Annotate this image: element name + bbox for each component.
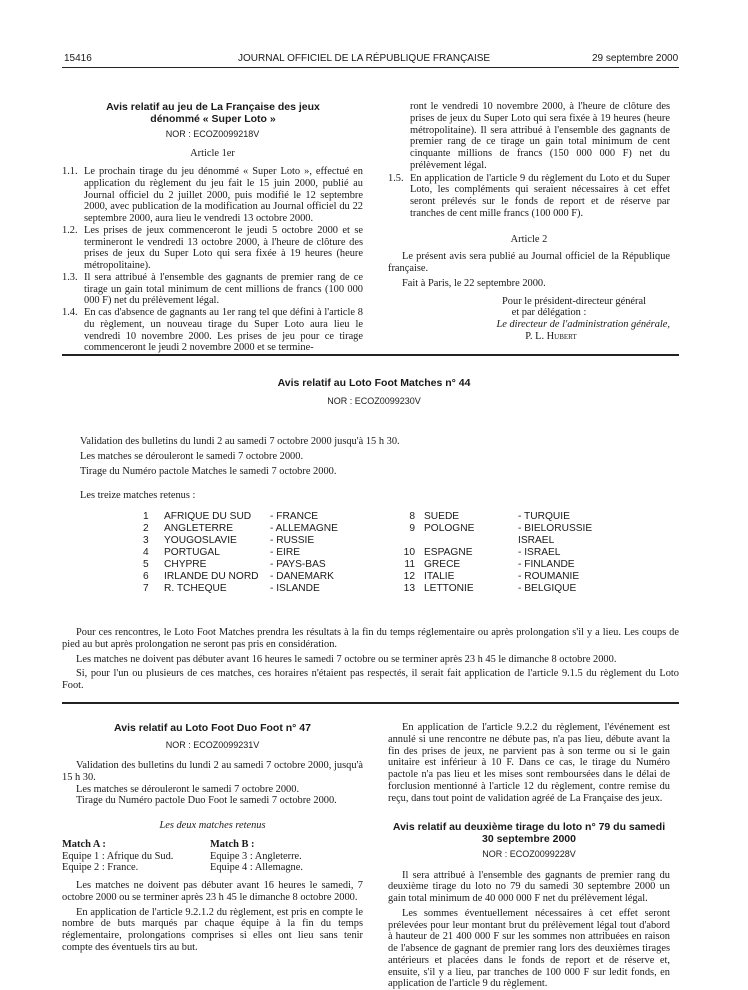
article2-text: Le présent avis sera publié au Journal officiel de la République française. xyxy=(388,251,670,274)
article1-title: Article 1er xyxy=(190,148,235,160)
table-row: 5 xyxy=(143,559,149,570)
done-at: Fait à Paris, le 22 septembre 2000. xyxy=(402,277,546,289)
article2-title: Article 2 xyxy=(510,233,548,245)
home-team: YOUGOSLAVIE xyxy=(164,535,237,546)
table-row: 2 xyxy=(143,523,149,534)
duo-subtitle: Les deux matches retenus xyxy=(159,820,266,832)
duo-foot-nor: NOR : ECOZ0099231V xyxy=(165,740,260,751)
duo-matches-date: Les matches se dérouleront le samedi 7 octobre 2000. xyxy=(76,783,300,795)
duo-foot-section xyxy=(62,722,363,954)
duo-validation: Validation des bulletins du lundi 2 au samedi 7 octobre 2000, jusqu'à 15 h 30. xyxy=(62,760,363,783)
journal-title: JOURNAL OFFICIEL DE LA RÉPUBLIQUE FRANÇAISE xyxy=(238,53,491,64)
home-team: IRLANDE DU NORD xyxy=(164,571,259,582)
rules-para-1: Pour ces rencontres, le Loto Foot Matches prendra les résultats à la fin du temps réglementaire ou après prolongation s'il y a lieu. Les coups de pied au but après prolongation ne seront pas pris en considération. xyxy=(62,627,679,650)
validation-line: Validation des bulletins du lundi 2 au samedi 7 octobre 2000 jusqu'à 15 h 30. xyxy=(80,436,400,447)
away-team: - EIRE xyxy=(270,547,301,558)
table-row: 3 xyxy=(143,535,149,546)
match-b xyxy=(210,839,303,874)
table-row: 6 xyxy=(143,571,149,582)
home-team: LETTONIE xyxy=(424,583,474,594)
table-row: 9 xyxy=(409,523,415,534)
table-row xyxy=(393,535,415,547)
match-b-team-4: Equipe 4 : Allemagne. xyxy=(210,862,303,874)
table-row: 8 xyxy=(409,511,415,522)
rules-para-2: Les matches ne doivent pas débuter avant 16 heures le samedi 7 octobre ou se terminer après 23 h 45 le dimanche 8 octobre 2000. xyxy=(76,653,617,665)
matches-right-numbers xyxy=(393,511,415,595)
super-loto-section xyxy=(62,101,363,354)
home-team: PORTUGAL xyxy=(164,547,220,558)
home-team: ITALIE xyxy=(424,571,455,582)
table-row: 10 xyxy=(403,547,415,558)
loto79-title: Avis relatif au deuxième tirage du loto n° 79 du samedi 30 septembre 2000 xyxy=(392,821,666,846)
duo-pactole: Tirage du Numéro pactole Duo Foot le samedi 7 octobre 2000. xyxy=(76,795,337,807)
page-number: 15416 xyxy=(64,53,92,64)
duo-matches xyxy=(62,839,363,874)
loto79-nor: NOR : ECOZ0099228V xyxy=(482,849,576,860)
home-team: SUEDE xyxy=(424,511,460,522)
away-team: - DANEMARK xyxy=(270,571,334,582)
away-team: - ISLANDE xyxy=(270,583,320,594)
away-team: - FINLANDE xyxy=(518,559,575,570)
duo-foot-right xyxy=(388,722,670,990)
duo-foot-title: Avis relatif au Loto Foot Duo Foot n° 47 xyxy=(114,722,311,734)
signature-line-1: Pour le président-directeur général xyxy=(502,295,646,307)
loto-foot-info xyxy=(80,434,680,503)
match-b-label: Match B : xyxy=(210,838,255,850)
table-row: 11 xyxy=(404,559,415,570)
home-team: ESPAGNE xyxy=(424,547,473,558)
table-row: 13 xyxy=(403,583,415,594)
section-rule xyxy=(62,702,679,704)
loto-foot-title: Avis relatif au Loto Foot Matches n° 44 xyxy=(277,377,471,389)
away-team: - PAYS-BAS xyxy=(270,559,326,570)
super-loto-right xyxy=(388,101,670,343)
signature-name: P. L. Hubert xyxy=(525,330,577,342)
away-team: - FRANCE xyxy=(270,511,319,522)
duo-para-1: Les matches ne doivent pas débuter avant 16 heures le samedi, 7 octobre 2000 ou se terminer après 23 h 45 le dimanche 8 octobre 2000. xyxy=(62,880,363,903)
super-loto-title: Avis relatif au jeu de La Française des jeux dénommé « Super Loto » xyxy=(106,101,320,126)
super-loto-nor: NOR : ECOZ0099218V xyxy=(165,129,260,140)
match-a xyxy=(62,839,210,874)
duo-para-2: En application de l'article 9.2.1.2 du règlement, est pris en compte le nombre de buts marqués par chaque équipe à la fin du temps réglementaire, prolongations comprises si elles ont lieu sans tenir compte des éventuels tirs au but. xyxy=(62,906,363,953)
home-team: AFRIQUE DU SUD xyxy=(164,511,252,522)
away-team: - BIELORUSSIE xyxy=(518,523,593,534)
match-a-team-1: Equipe 1 : Afrique du Sud. xyxy=(62,850,174,862)
matches-right-away xyxy=(518,511,592,595)
away-team: - BELGIQUE xyxy=(518,583,577,594)
pactole-line: Tirage du Numéro pactole Matches le samedi 7 octobre 2000. xyxy=(80,466,337,477)
match-b-team-3: Equipe 3 : Angleterre. xyxy=(210,850,302,862)
signature-line-2: et par délégation : xyxy=(511,307,587,319)
away-team: - TURQUIE xyxy=(518,511,570,522)
home-team: GRECE xyxy=(424,559,461,570)
table-row: 7 xyxy=(143,583,149,594)
signature-line-3: Le directeur de l'administration générale, xyxy=(496,319,670,330)
table-row: 1 xyxy=(143,511,149,522)
home-team: ANGLETERRE xyxy=(164,523,234,534)
loto79-para-2: Les sommes éventuellement nécessaires à cet effet seront prélevées pour leur montant brut du prélèvement légal tout d'abord à hauteur de 21 400 000 F sur les sommes non attribuées en raison de l'absence de gagnant de premier rang lors des deuxièmes tirages antérieurs et placées dans le fonds de report et de réserve et, ensuite, s'il y a lieu, par tranches de 100 000 F sur ledit fonds, en application de l'article 9 du règlement. xyxy=(388,907,670,990)
away-team: ISRAEL xyxy=(518,535,555,546)
header-date: 29 septembre 2000 xyxy=(592,53,679,64)
match-a-team-2: Equipe 2 : France. xyxy=(62,862,139,874)
home-team: CHYPRE xyxy=(164,559,207,570)
away-team: - ISRAEL xyxy=(518,547,561,558)
away-team: - RUSSIE xyxy=(270,535,315,546)
home-team xyxy=(424,535,474,547)
away-team: - ALLEMAGNE xyxy=(270,523,338,534)
rules-para-3: Si, pour l'un ou plusieurs de ces matches, ces horaires n'étaient pas respectés, il serait fait application de l'article 9.1.5 du règlement du Loto Foot. xyxy=(62,668,679,691)
loto79-para-1: Il sera attribué à l'ensemble des gagnants de premier rang du deuxième tirage du loto no 79 du samedi 30 septembre 2000 un gain total minimum de 40 000 000 F net du prélèvement légal. xyxy=(388,869,670,905)
matches-left-numbers xyxy=(143,511,149,595)
matches-left-away xyxy=(270,511,338,595)
header-rule xyxy=(62,67,679,68)
loto-foot-nor: NOR : ECOZ0099230V xyxy=(327,396,421,406)
matches-left-home xyxy=(164,511,259,595)
table-row: 4 xyxy=(143,547,149,558)
list-item: 1.5. En application de l'article 9 du règlement du Loto et du Super Loto, les compléments qui seraient nécessaires à cet effet seront prélevés sur le fonds de report et de réserve par tranches de cent mille francs (100 000 F). xyxy=(388,172,670,219)
away-team: - ROUMANIE xyxy=(518,571,580,582)
list-item: 1.3. Il sera attribué à l'ensemble des gagnants de premier rang de ce tirage un gain total minimum de cent millions de francs (100 000 000 F) net du prélèvement légal. xyxy=(62,271,363,307)
table-row: 12 xyxy=(403,571,415,582)
loto-foot-rules xyxy=(62,627,679,692)
list-item: 1.4. En cas d'absence de gagnants au 1er rang tel que défini à l'article 8 du règlement, un nouveau tirage du Super Loto aura lieu le vendredi 10 novembre 2000. Les prises de jeu pour ce tirage commenceront le jeudi 2 novembre 2000 et se termine- xyxy=(62,307,363,354)
matches-date-line: Les matches se dérouleront le samedi 7 octobre 2000. xyxy=(80,451,304,462)
match-a-label: Match A : xyxy=(62,838,106,850)
list-item: 1.2. Les prises de jeux commenceront le jeudi 5 octobre 2000 et se termineront le vendredi 13 octobre 2000, à l'heure de clôture des prises de jeux du Super Loto qui sera fixée à 19 heures (heure métropolitaine). xyxy=(62,224,363,272)
section-rule xyxy=(62,354,679,356)
home-team: R. TCHEQUE xyxy=(164,583,227,594)
list-item: 1.1. Le prochain tirage du jeu dénommé « Super Loto », effectué en application du règlement du jeu fait le 15 juin 2000, publié au Journal officiel du 2 juillet 2000, puis modifié le 12 septembre 2000, avec publication de la modification au Journal officiel du 22 septembre 2000, aura lieu le vendredi 13 octobre 2000. xyxy=(62,166,363,225)
duo-para-3: En application de l'article 9.2.2 du règlement, l'événement est annulé si une rencontre ne débute pas, n'a pas lieu, débute avant la fin des prises de jeux, ne parvient pas à son terme ou si le gain unitaire est inférieur à 10 F. Dans ce cas, le tirage du Numéro pactole n'a pas lieu et les mises sont remboursées dans le délai de forclusion mentionné à l'article 12 du règlement, contre remise du reçu, dans tout point de validation agréé de La Française des jeux. xyxy=(388,722,670,804)
continuation-text: ront le vendredi 10 novembre 2000, à l'heure de clôture des prises de jeux du Super Loto qui sera fixée à 19 heures (heure métropolitaine). Il sera attribué à l'ensemble des gagnants de premier rang de ce tirage un gain total minimum de cent cinquante millions de francs (150 000 000 F) net du prélèvement légal. xyxy=(410,101,670,171)
matches-right-home xyxy=(424,511,474,595)
matches-intro: Les treize matches retenus : xyxy=(80,490,196,501)
home-team: POLOGNE xyxy=(424,523,475,534)
